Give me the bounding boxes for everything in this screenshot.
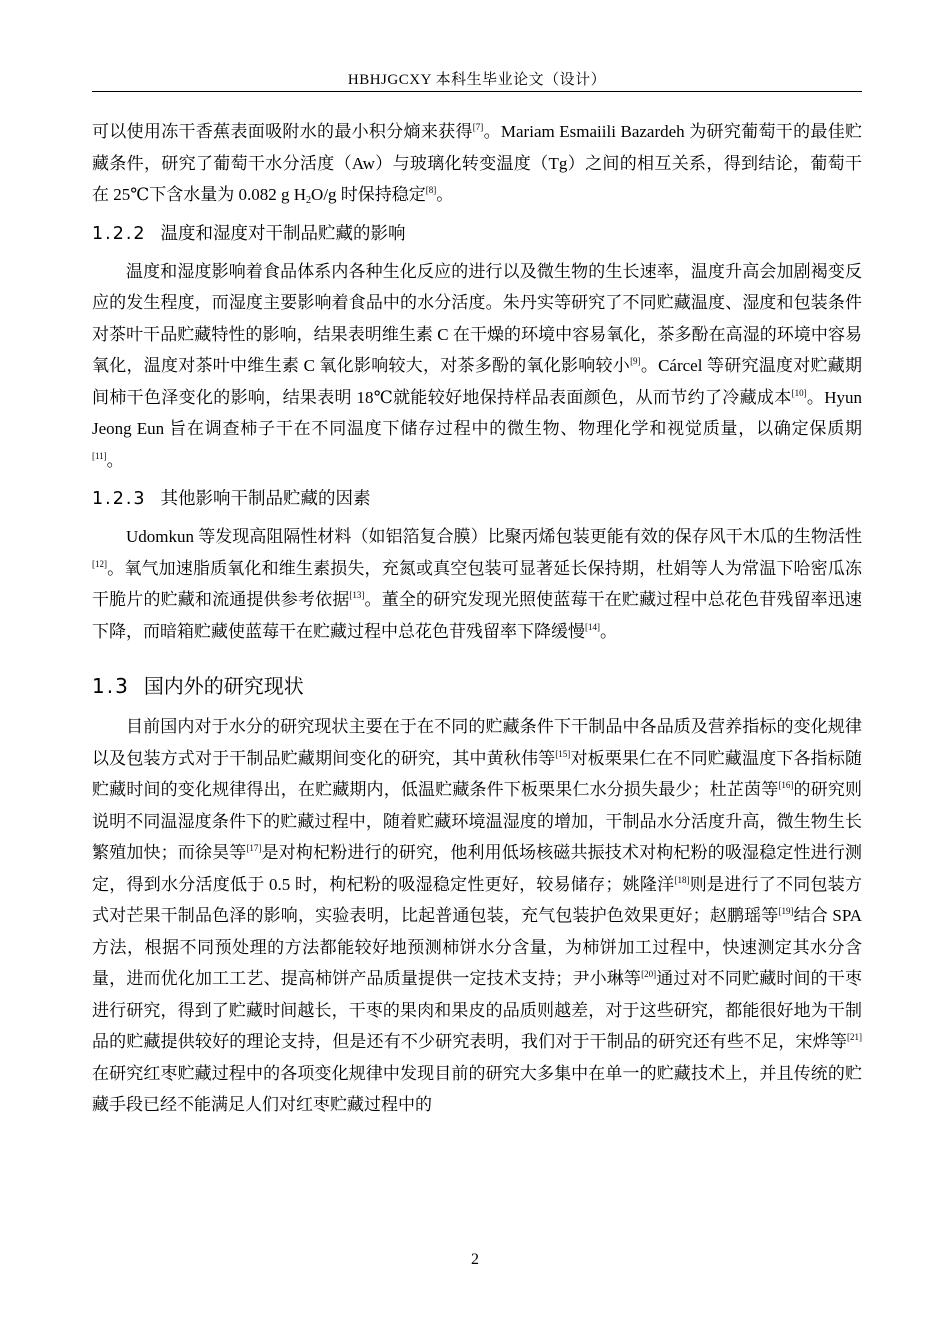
citation: [9]: [630, 356, 641, 366]
section-title: 温度和湿度对干制品贮藏的影响: [160, 223, 406, 244]
paragraph-3: [92, 521, 862, 647]
text-run: 。: [106, 450, 124, 470]
text-run: O/g 时保持稳定: [311, 185, 426, 204]
citation: [16]: [778, 780, 794, 790]
text-run: 。董全的研究发现光照使蓝莓干在贮藏过程中总花色苷残留率迅速下降，而暗箱贮藏使蓝莓干在贮藏过程中总花色苷残留率下降缓慢: [92, 590, 863, 641]
citation: [18]: [674, 874, 690, 885]
citation: [8]: [425, 185, 437, 195]
paragraph-2: [92, 256, 862, 477]
section-number: 1.3: [92, 674, 130, 698]
citation: [15]: [555, 748, 571, 759]
citation: [14]: [585, 621, 600, 632]
text-run: 。: [436, 185, 454, 204]
text-run: 在研究红枣贮藏过程中的各项变化规律中发现目前的研究大多集中在单一的贮藏技术上，并且传统的贮藏手段已经不能满足人们对红枣贮藏过程中的: [92, 1063, 862, 1114]
text-run: Udomkun 等发现高阻隔性材料（如铝箔复合膜）比聚丙烯包装更能有效的保存风干木瓜的生物活性: [126, 527, 862, 546]
text-run: 。Cárcel 等研究温度对贮藏期间柿干色泽变化的影响，结果表明 18℃就能较好地保持样品表面颜色，从而节约了冷藏成本: [92, 356, 862, 407]
citation: [12]: [92, 558, 107, 569]
citation: [13]: [349, 590, 365, 600]
citation: [17]: [246, 843, 262, 853]
page-number: 2: [471, 1251, 479, 1268]
text-run: 目前国内对于水分的研究现状主要在于在不同的贮藏条件下干制品中各品质及营养指标的变化规律以及包装方式对于干制品贮藏期间变化的研究，其中黄秋伟等: [92, 717, 862, 768]
running-header: HBHJGCXY 本科生毕业论文（设计）: [347, 72, 607, 88]
text-run: 的研究则说明不同温湿度条件下的贮藏过程中，随着贮藏环境温湿度的增加，干制品水分活度升高，微生物生长繁殖加快；而徐昊等: [92, 780, 863, 862]
text-run: 是对枸杞粉进行的研究，他利用低场核磁共振技术对枸杞粉的吸湿稳定性进行测定，得到水分活度低于 0.5 时，枸杞粉的吸湿稳定性更好，较易储存；姚隆洋: [92, 843, 863, 894]
text-run: 结合 SPA 方法，根据不同预处理的方法都能较好地预测柿饼水分含量，为柿饼加工过程中，快速测定其水分含量，进而优化加工工艺、提高柿饼产品质量提供一定技术支持；尹小琳等: [92, 906, 862, 988]
section-heading-1-2-3: [92, 484, 862, 515]
text-run: 。: [600, 621, 617, 641]
citation: [20]: [641, 969, 657, 979]
main-content: [92, 116, 862, 1121]
text-run: 可以使用冻干香蕉表面吸附水的最小积分熵来获得: [92, 122, 473, 141]
text-run: 。Hyun Jeong Eun 旨在调查柿子干在不同温度下储存过程中的微生物、物理化学和视觉质量，以确定保质期: [92, 387, 863, 438]
text-run: 则是进行了不同包装方式对芒果干制品色泽的影响，实验表明，比起普通包装，充气包装护色效果更好；赵鹏瑶等: [92, 874, 863, 925]
section-heading-1-2-2: [92, 219, 862, 250]
text-run: 。氧气加速脂质氧化和维生素损失，充氮或真空包装可显著延长保持期，杜娟等人为常温下哈密瓜冻干脆片的贮藏和流通提供参考依据: [92, 558, 862, 609]
subscript: 2: [306, 195, 312, 206]
citation: [11]: [92, 450, 107, 461]
section-number: 1.2.2: [92, 223, 147, 244]
citation: [21]: [847, 1032, 862, 1042]
text-run: 。Mariam Esmaiili Bazardeh 为研究葡萄干的最佳贮藏条件，研究了葡萄干水分活度（Aw）与玻璃化转变温度（Tg）之间的相互关系，得到结论，葡萄干在 25℃下含水量为 0.082 g H: [92, 122, 863, 204]
citation: [19]: [778, 906, 794, 916]
text-run: 通过对不同贮藏时间的干枣进行研究，得到了贮藏时间越长，干枣的果肉和果皮的品质则越差，对于这些研究，都能很好地为干制品的贮藏提供较好的理论支持，但是还有不少研究表明，我们对于干制品的研究还有些不足，宋烨等: [92, 969, 863, 1051]
citation: [10]: [791, 387, 807, 398]
section-title: 其他影响干制品贮藏的因素: [160, 489, 371, 509]
citation: [7]: [472, 122, 484, 132]
text-run: 温度和湿度影响着食品体系内各种生化反应的进行以及微生物的生长速率，温度升高会加剧褐变反应的发生程度，而湿度主要影响着食品中的水分活度。朱丹实等研究了不同贮藏温度、湿度和包装条件对茶叶干品贮藏特性的影响，结果表明维生素 C 在干燥的环境中容易氧化，茶多酚在高湿的环境中容易氧化，温度对茶叶中维生素 C 氧化影响较大，对茶多酚的氧化影响较小: [92, 261, 862, 375]
text-run: 对板栗果仁在不同贮藏温度下各指标随贮藏时间的变化规律得出，在贮藏期内，低温贮藏条件下板栗果仁水分损失最少；杜芷茵等: [92, 748, 863, 799]
header-rule: [92, 91, 862, 92]
section-number: 1.2.3: [92, 489, 147, 509]
section-title: 国内外的研究现状: [143, 674, 304, 698]
paragraph-4: [92, 711, 862, 1121]
paragraph-1: [92, 116, 862, 211]
section-heading-1-3: [92, 669, 862, 703]
